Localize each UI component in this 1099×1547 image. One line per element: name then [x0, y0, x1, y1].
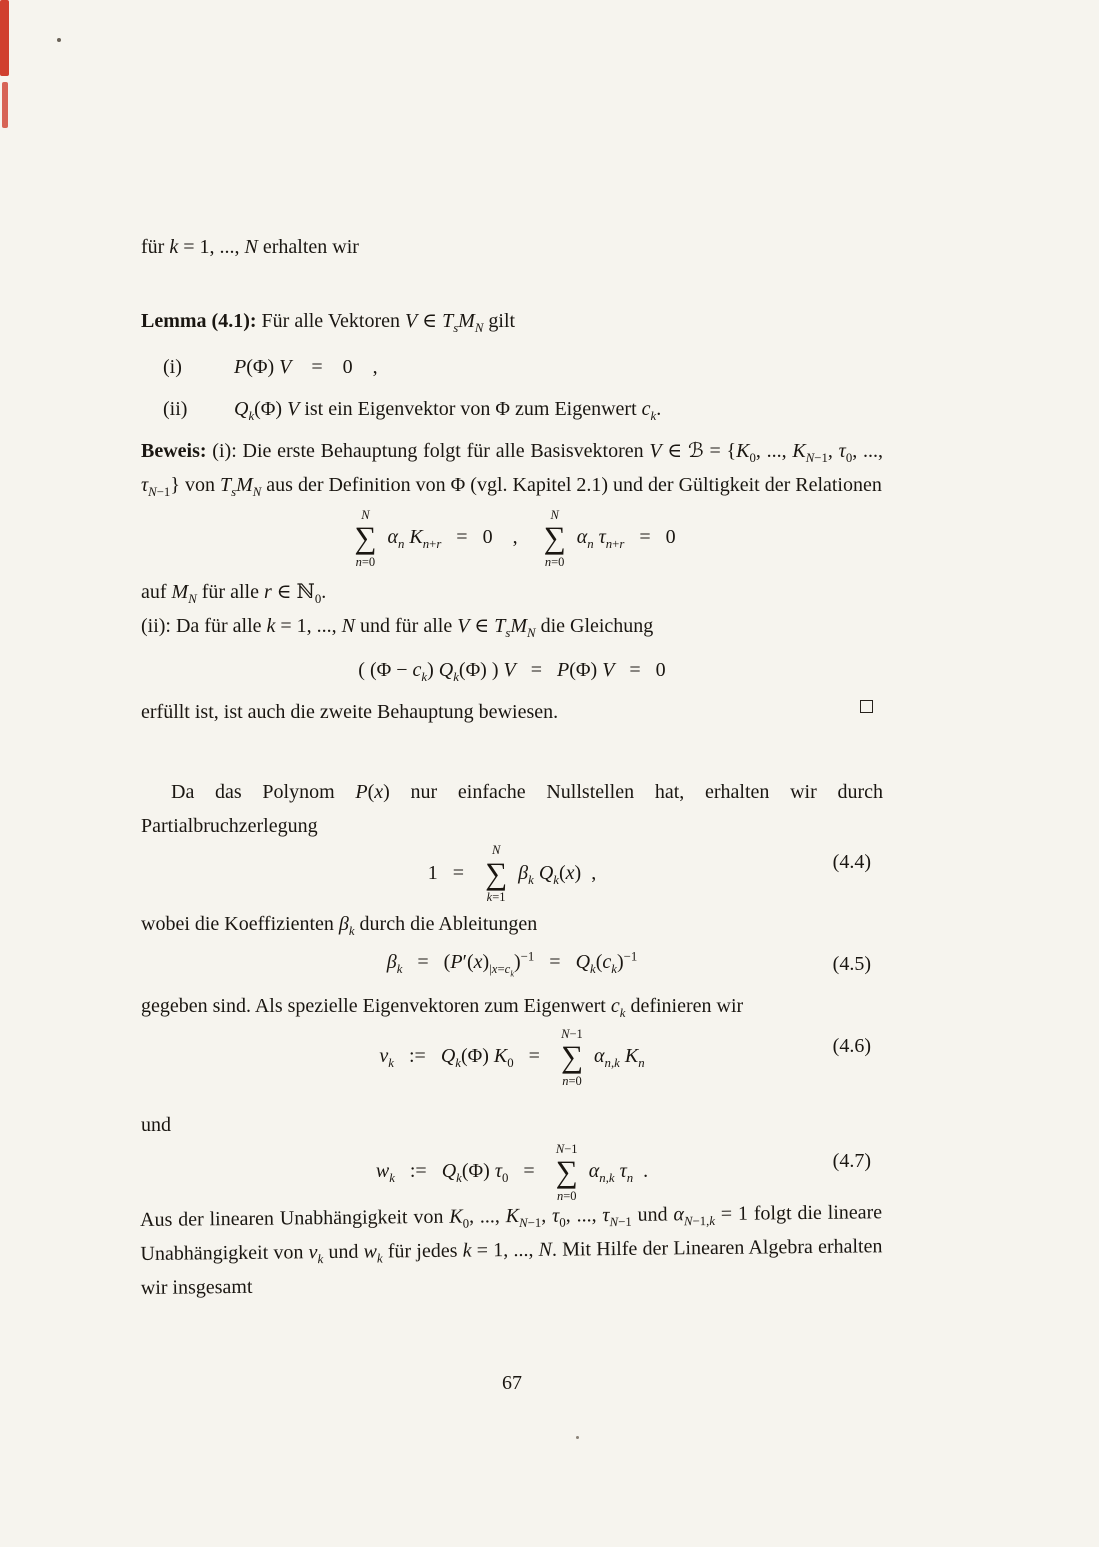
- word-und: und: [141, 1113, 171, 1136]
- beweis-text: (i): Die erste Behauptung folgt für alle Basisvektoren V ∈ ℬ = {$K_0$, ..., $K_{N-1}$, $\tau_0$, ..., $\tau_{N-1}$} von $T_sM_N$ aus der Definition von Φ (vgl. Kapitel 2.1) und der Gültigkeit der Relationen: [141, 440, 884, 499]
- scan-speck: [57, 38, 61, 42]
- lemma-item-i: [141, 350, 883, 384]
- item-i-body: P(Φ) V = 0 ,: [234, 356, 378, 378]
- scan-speck: [576, 1436, 579, 1439]
- lemma-label: Lemma (4.1):: [141, 310, 257, 332]
- paragraph-polynom: Da das Polynom P(x) nur einfache Nullstellen hat, erhalten wir durch Partialbruchzerlegung: [141, 781, 884, 838]
- paragraph-gegeben: gegeben sind. Als spezielle Eigenvektoren zum Eigenwert $c_k$ definieren wir: [141, 994, 744, 1020]
- equation-4-5: [141, 945, 883, 979]
- equation-4-5-number: (4.5): [832, 952, 871, 975]
- qed-box-icon: [860, 700, 873, 713]
- beweis-paragraph: [141, 434, 883, 502]
- page-number: 67: [502, 1372, 522, 1394]
- equation-4-6-number: (4.6): [832, 1034, 871, 1057]
- equation-4-6-body: $v_k$ := $Q_k(\Phi)$ $K_0$ = N−1 ∑ n=0 $\alpha_{n,k}$ $K_n$: [379, 1026, 645, 1088]
- conclusion-text: erfüllt ist, ist auch die zweite Behauptung bewiesen.: [141, 701, 559, 724]
- equation-phi-ck: ( $(\Phi - c_k)$ $Q_k(\Phi)$ ) V = P(Φ) V = 0: [358, 659, 666, 685]
- line-gleichung: (ii): Da für alle k = 1, ..., N und für alle V ∈ $T_sM_N$ die Gleichung: [141, 615, 654, 641]
- lemma-text: Für alle Vektoren V ∈ $T_sM_N$ gilt: [256, 310, 516, 335]
- paragraph-wobei: wobei die Koeffizienten $\beta_k$ durch die Ableitungen: [141, 912, 538, 938]
- equation-relations: N ∑ n=0 $\alpha_n$ $K_{n+r}$ = 0 , N ∑ n=0 $\alpha_n$ $\tau_{n+r}$ = 0: [354, 508, 676, 569]
- page-content: [141, 230, 883, 1305]
- equation-4-7: [141, 1142, 883, 1203]
- paragraph-final: Aus der linearen Unabhängigkeit von $K_0$, ..., $K_{N-1}$, $\tau_0$, ..., $\tau_{N-1}$ und $\alpha_{N-1,k} = 1$ folgt die lineare Unabhängigkeit von $v_k$ und $w_k$ für jedes k = 1, ..., N. Mit Hilfe der Linearen Algebra erhalten wir insgesamt: [139, 1201, 883, 1300]
- line-auf-mn: auf $M_N$ für alle r ∈ ℕ$_0$.: [141, 581, 327, 607]
- scan-artifact-red-mark: [0, 0, 9, 76]
- equation-4-7-number: (4.7): [832, 1149, 871, 1172]
- lemma-heading: [141, 304, 883, 338]
- equation-4-5-body: $\beta_k$ = $(P'(x)_{|x=c_k})^{-1}$ = $Q_k(c_k)^{-1}$: [386, 948, 638, 979]
- item-ii-body: $Q_k(\Phi)$ V ist ein Eigenvektor von Φ zum Eigenwert $c_k$.: [234, 398, 662, 423]
- item-ii-marker: (ii): [163, 398, 188, 420]
- beweis-label: Beweis:: [141, 440, 207, 462]
- equation-4-6: [141, 1027, 883, 1088]
- equation-4-7-body: $w_k$ := $Q_k(\Phi)$ $\tau_0$ = N−1 ∑ n=0 $\alpha_{n,k}$ $\tau_n$ .: [375, 1141, 649, 1203]
- lemma-item-ii: [141, 392, 883, 426]
- proof-conclusion-row: [141, 695, 883, 729]
- equation-4-4-body: 1 = N ∑ k=1 $\beta_k$ $Q_k(x)$ ,: [427, 843, 597, 905]
- equation-4-4: [141, 843, 883, 904]
- item-i-marker: (i): [163, 356, 182, 378]
- equation-4-4-number: (4.4): [832, 851, 871, 874]
- intro-line: für k = 1, ..., N erhalten wir: [141, 236, 359, 258]
- scan-artifact-red-mark: [2, 82, 8, 128]
